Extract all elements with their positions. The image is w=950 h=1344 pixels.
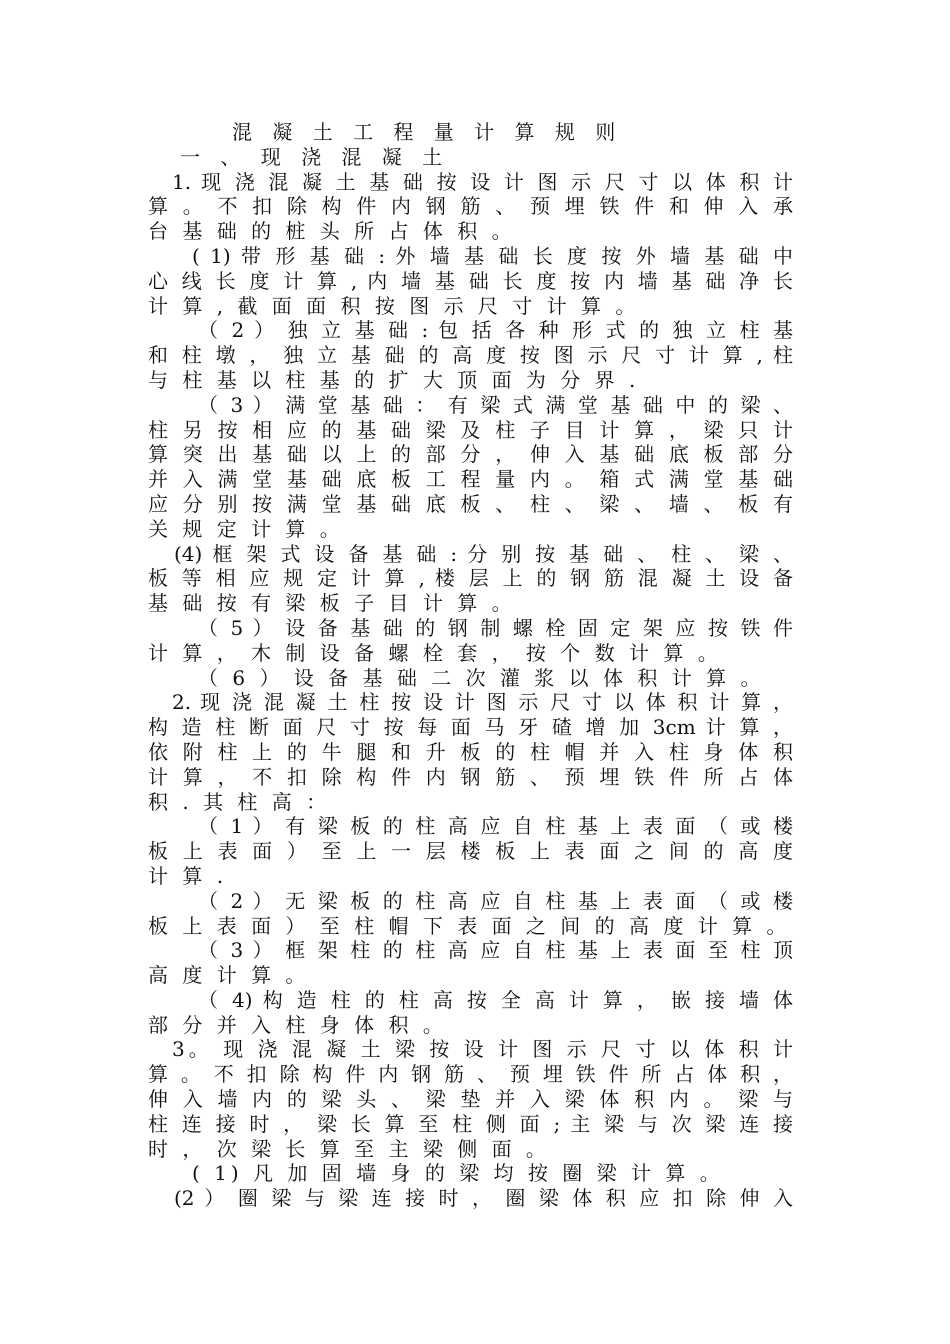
text-line: 算 。 不 扣 除 构 件 内 钢 筋 、 预 埋 铁 件 和 伸 入 承 bbox=[148, 194, 793, 219]
text-line: 2. 现 浇 混 凝 土 柱 按 设 计 图 示 尺 寸 以 体 积 计 算 ， bbox=[172, 690, 793, 715]
text-line: （ 3 ） 满 堂 基 础 ： 有 梁 式 满 堂 基 础 中 的 梁 、 bbox=[198, 392, 793, 417]
text-line: 应 分 别 按 满 堂 基 础 底 板 、 柱 、 梁 、 墙 、 板 有 bbox=[148, 491, 793, 516]
text-line: 算 突 出 基 础 以 上 的 部 分 ， 伸 入 基 础 底 板 部 分 bbox=[148, 442, 793, 467]
text-line: 构 造 柱 断 面 尺 寸 按 每 面 马 牙 碴 增 加 3cm 计 算 ， bbox=[148, 715, 793, 740]
text-line: 时 ， 次 梁 长 算 至 主 梁 侧 面 。 bbox=[148, 1136, 550, 1161]
document-page bbox=[148, 120, 793, 1211]
text-line: 依 附 柱 上 的 牛 腿 和 升 板 的 柱 帽 并 入 柱 身 体 积 bbox=[148, 739, 793, 764]
text-line: （ 4) 构 造 柱 的 柱 高 按 全 高 计 算 ， 嵌 接 墙 体 bbox=[198, 987, 793, 1012]
text-line: （ 2 ） 独 立 基 础 : 包 括 各 种 形 式 的 独 立 柱 基 bbox=[198, 318, 793, 343]
text-line: 台 基 础 的 桩 头 所 占 体 积 。 bbox=[148, 219, 516, 244]
text-line: 关 规 定 计 算 。 bbox=[148, 516, 344, 541]
text-line: 板 等 相 应 规 定 计 算 , 楼 层 上 的 钢 筋 混 凝 土 设 备 bbox=[148, 566, 793, 591]
text-line: (2 ） 圈 梁 与 梁 连 接 时 ， 圈 梁 体 积 应 扣 除 伸 入 bbox=[174, 1186, 793, 1211]
text-line: 积 . 其 柱 高 ： bbox=[148, 789, 331, 814]
text-line: 柱 连 接 时 ， 梁 长 算 至 柱 侧 面 ; 主 梁 与 次 梁 连 接 bbox=[148, 1111, 793, 1136]
text-line: 和 柱 墩 ， 独 立 基 础 的 高 度 按 图 示 尺 寸 计 算 , 柱 bbox=[148, 343, 793, 368]
text-line: 柱 另 按 相 应 的 基 础 梁 及 柱 子 目 计 算 ， 梁 只 计 bbox=[148, 417, 793, 442]
text-line: 心 线 长 度 计 算 , 内 墙 基 础 长 度 按 内 墙 基 础 净 长 bbox=[148, 268, 793, 293]
text-line: 基 础 按 有 梁 板 子 目 计 算 。 bbox=[148, 591, 516, 616]
text-line: 伸 入 墙 内 的 梁 头 、 梁 垫 并 入 梁 体 积 内 。 梁 与 bbox=[148, 1087, 793, 1112]
text-line: 计 算 . bbox=[148, 863, 228, 888]
text-line: 部 分 并 入 柱 身 体 积 。 bbox=[148, 1012, 447, 1037]
text-line: （ 2 ） 无 梁 板 的 柱 高 应 自 柱 基 上 表 面 （ 或 楼 bbox=[198, 888, 793, 913]
text-line: (4) 框 架 式 设 备 基 础 : 分 别 按 基 础 、 柱 、 梁 、 bbox=[174, 541, 793, 566]
text-line: （ 3 ） 框 架 柱 的 柱 高 应 自 柱 基 上 表 面 至 柱 顶 bbox=[198, 938, 793, 963]
document-title: 混 凝 土 工 程 量 计 算 规 则 bbox=[232, 120, 623, 144]
text-line: 计 算 , 截 面 面 积 按 图 示 尺 寸 计 算 。 bbox=[148, 293, 640, 318]
text-line: （ 5 ） 设 备 基 础 的 钢 制 螺 栓 固 定 架 应 按 铁 件 bbox=[198, 615, 793, 640]
text-line: 3。 现 浇 混 凝 土 梁 按 设 计 图 示 尺 寸 以 体 积 计 bbox=[172, 1037, 793, 1062]
text-line: 计 算 ， 不 扣 除 构 件 内 钢 筋 、 预 埋 铁 件 所 占 体 bbox=[148, 764, 793, 789]
section-heading: 一 、 现 浇 混 凝 土 bbox=[180, 144, 450, 169]
text-line: 与 柱 基 以 柱 基 的 扩 大 顶 面 为 分 界 . bbox=[148, 367, 640, 392]
text-line: 计 算 ， 木 制 设 备 螺 栓 套 ， 按 个 数 计 算 。 bbox=[148, 640, 722, 665]
text-line: 算 。 不 扣 除 构 件 内 钢 筋 、 预 埋 铁 件 所 占 体 积 ， bbox=[148, 1062, 793, 1087]
text-line: 并 入 满 堂 基 础 底 板 工 程 量 内 。 箱 式 满 堂 基 础 bbox=[148, 467, 793, 492]
text-line: 1. 现 浇 混 凝 土 基 础 按 设 计 图 示 尺 寸 以 体 积 计 bbox=[172, 169, 793, 194]
text-line: （ 1 ） 有 梁 板 的 柱 高 应 自 柱 基 上 表 面 （ 或 楼 bbox=[198, 814, 793, 839]
text-line: （ 6 ） 设 备 基 础 二 次 灌 浆 以 体 积 计 算 。 bbox=[198, 665, 765, 690]
text-line: ( 1) 凡 加 固 墙 身 的 梁 均 按 圈 梁 计 算 。 bbox=[192, 1161, 724, 1186]
text-line: 板 上 表 面 ） 至 上 一 层 楼 板 上 表 面 之 间 的 高 度 bbox=[148, 839, 793, 864]
text-line: ( 1) 带 形 基 础 : 外 墙 基 础 长 度 按 外 墙 基 础 中 bbox=[192, 243, 793, 268]
text-line: 板 上 表 面 ） 至 柱 帽 下 表 面 之 间 的 高 度 计 算 。 bbox=[148, 913, 791, 938]
text-line: 高 度 计 算 。 bbox=[148, 963, 310, 988]
